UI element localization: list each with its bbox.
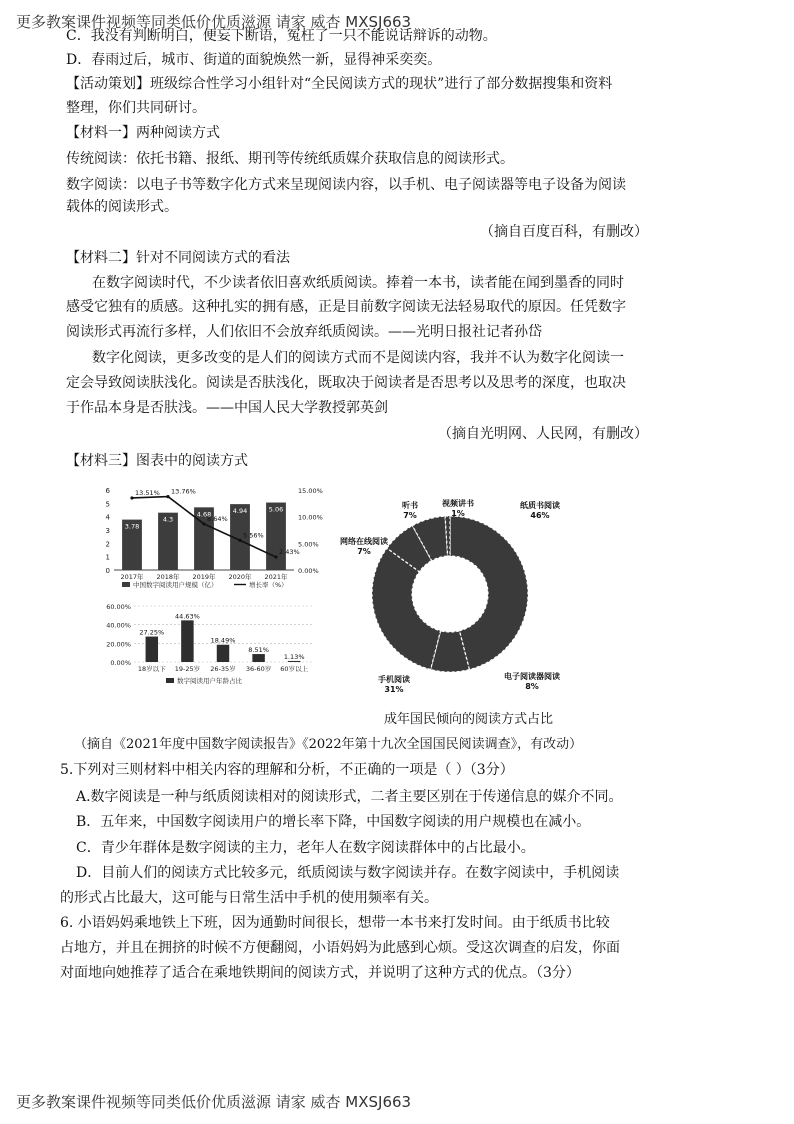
age-bar bbox=[288, 661, 300, 662]
footer-watermark: 更多教案课件视频等同类低价优质滋源 请家 威杏 MXSJ663 bbox=[16, 1093, 412, 1111]
legend-label-scale: 中国数字阅读用户规模（亿） bbox=[133, 581, 218, 589]
x-tick-label: 2020年 bbox=[228, 573, 252, 581]
y-tick-label: 0 bbox=[105, 567, 110, 575]
y2-tick-label: 15.00% bbox=[298, 487, 323, 495]
y-tick-label: 3 bbox=[105, 527, 110, 535]
user-scale-chart bbox=[96, 482, 336, 594]
x-tick-label: 2021年 bbox=[264, 573, 288, 581]
growth-rate-label: 5.56% bbox=[243, 531, 264, 540]
legend-label-growth: 增长率（%） bbox=[249, 581, 288, 589]
question-6-line-1: 6. 小语妈妈乘地铁上下班，因为通勤时间很长，想带一本书来打发时间。由于纸质书比较 bbox=[60, 915, 610, 931]
material1-source: （摘自百度百科，有删改） bbox=[480, 224, 648, 240]
donut-title: 成年国民倾向的阅读方式占比 bbox=[384, 712, 554, 727]
age-bar-label: 44.63% bbox=[175, 612, 200, 621]
donut-slice-value: 46% bbox=[530, 511, 550, 520]
y-tick-label: 40.00% bbox=[106, 621, 131, 630]
legend-swatch-scale bbox=[122, 582, 130, 587]
material2-p1-line-2: 感受它独有的质感。这种扎实的拥有感，正是目前数字阅读无法轻易取代的原因。任凭数字 bbox=[66, 299, 626, 315]
x-tick-label: 26-35岁 bbox=[210, 665, 236, 673]
y-tick-label: 20.00% bbox=[106, 640, 131, 649]
y2-tick-label: 0.00% bbox=[298, 567, 319, 575]
material2-source: （摘自光明网、人民网，有删改） bbox=[438, 426, 648, 442]
q5-option-b: B．五年来，中国数字阅读用户的增长率下降，中国数字阅读的用户规模也在减小。 bbox=[76, 814, 591, 830]
y-tick-label: 4 bbox=[105, 513, 110, 522]
scale-bar-label: 4.3 bbox=[162, 515, 174, 524]
material1-line-3: 载体的阅读形式。 bbox=[66, 199, 178, 215]
y-tick-label: 0.00% bbox=[110, 659, 131, 667]
x-tick-label: 36-60岁 bbox=[245, 665, 272, 673]
age-bar-label: 18.49% bbox=[210, 636, 236, 645]
question-6-line-2: 占地方，并且在拥挤的时候不方便翻阅，小语妈妈为此感到心烦。受这次调查的启发，你面 bbox=[60, 940, 620, 956]
donut-slice-value: 7% bbox=[357, 547, 371, 556]
growth-rate-point bbox=[202, 522, 205, 525]
y-tick-label: 60.00% bbox=[106, 603, 131, 611]
y-tick-label: 6 bbox=[105, 487, 110, 495]
material1-line-2: 数字阅读：以电子书等数字化方式来呈现阅读内容，以手机、电子阅读器等电子设备为阅读 bbox=[66, 177, 626, 193]
material1-title: 【材料一】两种阅读方式 bbox=[66, 125, 220, 141]
growth-rate-point bbox=[166, 495, 169, 498]
material2-p2-line-3: 于作品本身是否肤浅。——中国人民大学教授郭英剑 bbox=[66, 400, 388, 416]
activity-line-1: 【活动策划】班级综合性学习小组针对“全民阅读方式的现状”进行了部分数据搜集和资料 bbox=[66, 76, 613, 92]
scale-bar-label: 5.06 bbox=[268, 505, 284, 514]
y-tick-label: 2 bbox=[105, 540, 110, 549]
donut-slice-label: 电子阅读器阅读 bbox=[504, 672, 560, 681]
option-c-line: C．我没有判断明白，便妄下断语，冤枉了一只不能说话辩诉的动物。 bbox=[66, 28, 497, 44]
material3-title: 【材料三】图表中的阅读方式 bbox=[66, 453, 248, 469]
scale-bar-label: 3.78 bbox=[124, 522, 140, 531]
age-bar-label: 8.51% bbox=[248, 646, 269, 655]
age-bar-label: 1.13% bbox=[283, 652, 305, 661]
material1-line-1: 传统阅读：依托书籍、报纸、期刊等传统纸质媒介获取信息的阅读形式。 bbox=[66, 151, 514, 167]
legend-swatch-age bbox=[166, 678, 174, 683]
q5-option-d-line-1: D．目前人们的阅读方式比较多元，纸质阅读与数字阅读并存。在数字阅读中，手机阅读 bbox=[76, 865, 620, 881]
y-tick-label: 5 bbox=[105, 500, 110, 509]
q5-option-d-line-2: 的形式占比最大，这可能与日常生活中手机的使用频率有关。 bbox=[60, 890, 438, 906]
age-bar bbox=[181, 620, 193, 662]
donut-slice-value: 7% bbox=[403, 511, 417, 520]
growth-rate-label: 13.76% bbox=[171, 487, 196, 496]
material2-p1-line-1: 在数字阅读时代，不少读者依旧喜欢纸质阅读。捧着一本书，读者能在闻到墨香的同时 bbox=[92, 275, 624, 291]
y2-tick-label: 10.00% bbox=[298, 513, 323, 522]
reading-preference-donut bbox=[340, 494, 600, 694]
donut-slice-label: 手机阅读 bbox=[378, 675, 410, 684]
material2-p1-line-3: 阅读形式再流行多样，人们依旧不会放弃纸质阅读。——光明日报社记者孙岱 bbox=[66, 324, 542, 340]
x-tick-label: 18岁以下 bbox=[137, 665, 166, 673]
x-tick-label: 19-25岁 bbox=[174, 665, 201, 673]
donut-slice-label: 视频讲书 bbox=[442, 499, 474, 508]
age-bar bbox=[252, 654, 264, 662]
growth-rate-label: 2.43% bbox=[279, 548, 300, 557]
chart-source: （摘自《2021年度中国数字阅读报告》《2022年第十九次全国国民阅读调查》，有改动） bbox=[74, 737, 583, 752]
activity-line-2: 整理，你们共同研讨。 bbox=[66, 100, 206, 116]
material2-p2-line-2: 定会导致阅读肤浅化。阅读是否肤浅化，既取决于阅读者是否思考以及思考的深度，也取决 bbox=[66, 375, 626, 391]
growth-rate-point bbox=[274, 555, 277, 558]
x-tick-label: 2017年 bbox=[120, 573, 144, 581]
x-tick-label: 2018年 bbox=[156, 573, 180, 581]
donut-slice-value: 1% bbox=[451, 509, 465, 518]
x-tick-label: 2019年 bbox=[192, 573, 216, 581]
q5-option-c: C．青少年群体是数字阅读的主力，老年人在数字阅读群体中的占比最小。 bbox=[76, 840, 535, 856]
question-6-line-3: 对面地向她推荐了适合在乘地铁期间的阅读方式，并说明了这种方式的优点。（3分） bbox=[60, 965, 580, 981]
age-bar bbox=[217, 645, 229, 662]
header-watermark: 更多教案课件视频等同类低价优质滋源 请家 威杏 MXSJ663 bbox=[16, 13, 412, 31]
donut-slice-value: 8% bbox=[525, 682, 539, 691]
growth-rate-label: 13.51% bbox=[135, 488, 160, 497]
donut-slice-label: 网络在线阅读 bbox=[340, 537, 388, 546]
option-d-line: D．春雨过后，城市、街道的面貌焕然一新，显得神采奕奕。 bbox=[66, 52, 442, 68]
age-bar-label: 27.25% bbox=[139, 628, 165, 637]
growth-rate-point bbox=[238, 539, 241, 542]
x-tick-label: 60岁以上 bbox=[280, 665, 309, 673]
age-distribution-chart bbox=[100, 600, 320, 692]
y-tick-label: 1 bbox=[105, 553, 110, 562]
donut-slice bbox=[372, 548, 441, 669]
scale-bar-label: 4.94 bbox=[232, 507, 248, 516]
q5-option-a: A.数字阅读是一种与纸质阅读相对的阅读形式，二者主要区别在于传递信息的媒介不同。 bbox=[76, 789, 623, 805]
question-5: 5.下列对三则材料中相关内容的理解和分析，不正确的一项是（ ）（3分） bbox=[60, 762, 514, 778]
growth-rate-label: 8.64% bbox=[207, 514, 228, 523]
donut-slice-label: 纸质书阅读 bbox=[520, 501, 560, 510]
scale-bar-label: 4.68 bbox=[196, 510, 212, 519]
growth-rate-point bbox=[130, 496, 133, 499]
legend-label-age: 数字阅读用户年龄占比 bbox=[177, 677, 242, 685]
donut-slice-label: 听书 bbox=[402, 501, 418, 510]
age-bar bbox=[146, 637, 158, 662]
material2-p2-line-1: 数字化阅读，更多改变的是人们的阅读方式而不是阅读内容，我并不认为数字化阅读一 bbox=[92, 350, 624, 366]
material2-title: 【材料二】针对不同阅读方式的看法 bbox=[66, 250, 290, 266]
y2-tick-label: 5.00% bbox=[298, 540, 319, 549]
donut-slice-value: 31% bbox=[384, 685, 404, 694]
